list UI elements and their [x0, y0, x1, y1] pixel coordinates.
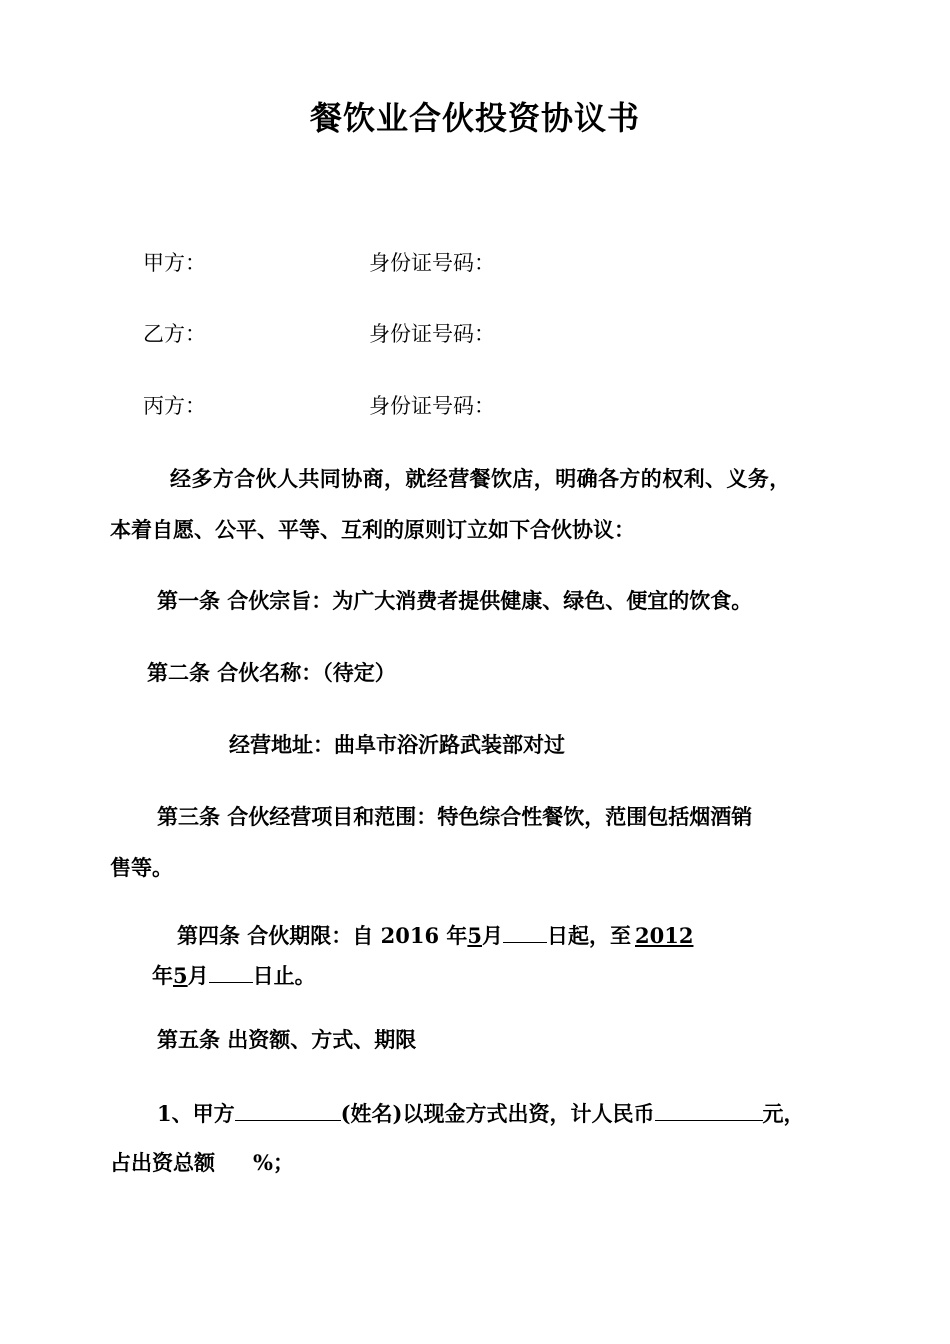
- party-c-id-label: 身份证号码：: [369, 394, 495, 418]
- article-4-start-month: 5: [467, 923, 483, 948]
- item-1-percent: %；: [253, 1150, 294, 1175]
- party-c-label: 丙方：: [143, 394, 206, 418]
- article-4-day-start: 日起，至: [547, 923, 632, 948]
- article-4-month-unit: 月: [482, 923, 504, 948]
- article-4-prefix: 第四条 合伙期限：自 2016 年: [177, 923, 468, 948]
- article-4-day-end: 日止。: [252, 963, 316, 988]
- item-1-unit: 元，: [762, 1101, 805, 1126]
- article-4-line-1: [177, 920, 693, 950]
- article-3-line-2: 售等。: [110, 855, 173, 880]
- item-1-line-1: [157, 1098, 805, 1128]
- article-4-year-unit: 年: [152, 963, 173, 988]
- party-b-id-label: 身份证号码：: [369, 322, 495, 346]
- article-4-end-year: 2012: [635, 923, 694, 948]
- article-4-month-unit-2: 月: [187, 963, 209, 988]
- article-5: 第五条 出资额、方式、期限: [157, 1027, 417, 1052]
- business-address: 经营地址：曲阜市浴沂路武装部对过: [229, 732, 565, 757]
- party-a-label: 甲方：: [143, 251, 206, 275]
- intro-line-2: 本着自愿、公平、平等、互利的原则订立如下合伙协议：: [110, 517, 635, 542]
- item-1-name-blank: [235, 1098, 341, 1121]
- article-2: 第二条 合伙名称：（待定）: [147, 660, 396, 685]
- party-b-label: 乙方：: [143, 322, 206, 346]
- article-4-end-day-blank: [209, 960, 253, 983]
- document-title: 餐饮业合伙投资协议书: [309, 99, 640, 137]
- item-1-line-2: [110, 1149, 294, 1177]
- article-1: 第一条 合伙宗旨：为广大消费者提供健康、绿色、便宜的饮食。: [157, 588, 753, 613]
- article-3-prefix: 第三条 合伙经营项目和范围：: [157, 804, 438, 829]
- item-1-share-label: 占出资总额: [110, 1150, 215, 1175]
- party-a-id-label: 身份证号码：: [369, 251, 495, 275]
- article-3-scope: 特色综合性餐饮，范围包括烟酒销: [437, 804, 753, 829]
- article-3: [157, 803, 752, 831]
- item-1-name-note: (姓名)以现金方式出资，计人民币: [340, 1101, 655, 1126]
- item-1-prefix: 1、甲方: [157, 1101, 235, 1126]
- article-4-start-day-blank: [503, 920, 547, 943]
- item-1-amount-blank: [655, 1098, 763, 1121]
- article-4-end-month: 5: [173, 963, 188, 988]
- article-4-line-2: [152, 960, 316, 990]
- intro-line-1: 经多方合伙人共同协商，就经营餐饮店，明确各方的权利、义务，: [170, 466, 791, 491]
